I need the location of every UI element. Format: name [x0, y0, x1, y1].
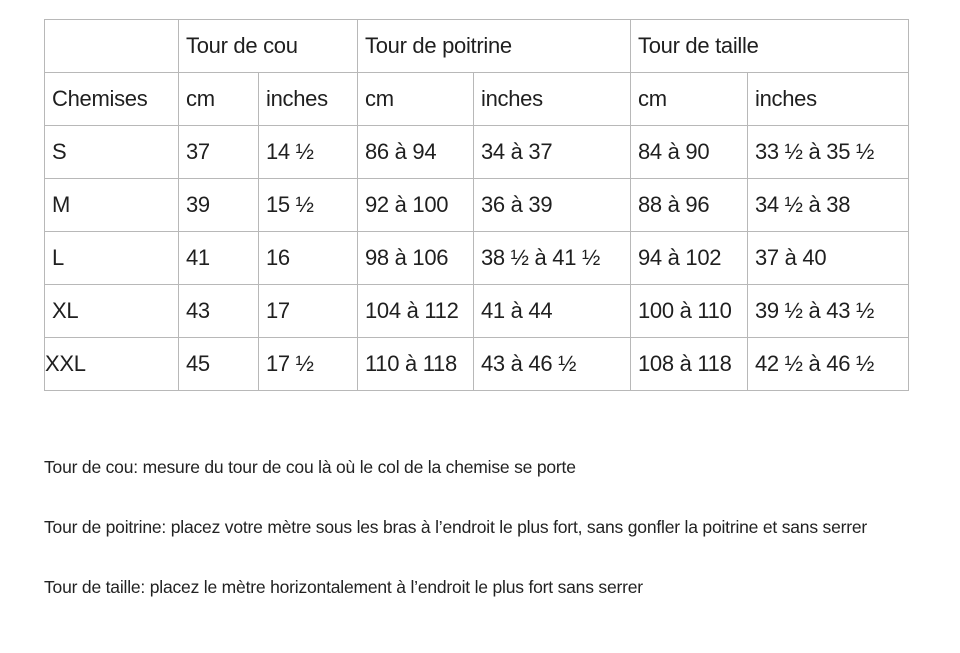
neck-cm-header: cm — [179, 73, 259, 126]
chest-cm-cell: 92 à 100 — [358, 179, 474, 232]
neck-measurement-note: Tour de cou: mesure du tour de cou là où le col de la chemise se porte — [44, 457, 576, 477]
size-label-cell: L — [45, 232, 179, 285]
measurement-notes — [44, 452, 924, 632]
waist-cm-cell: 84 à 90 — [631, 126, 748, 179]
size-label-cell: M — [45, 179, 179, 232]
chest-cm-header: cm — [358, 73, 474, 126]
neck-header: Tour de cou — [179, 20, 358, 73]
neck-cm-cell: 39 — [179, 179, 259, 232]
neck-inches-cell: 14 ½ — [259, 126, 358, 179]
chest-cm-cell: 98 à 106 — [358, 232, 474, 285]
chest-inches-cell: 41 à 44 — [474, 285, 631, 338]
waist-cm-cell: 94 à 102 — [631, 232, 748, 285]
table-row — [45, 126, 909, 179]
waist-inches-cell: 33 ½ à 35 ½ — [748, 126, 909, 179]
chest-cm-cell: 86 à 94 — [358, 126, 474, 179]
size-label-cell: S — [45, 126, 179, 179]
chest-inches-cell: 38 ½ à 41 ½ — [474, 232, 631, 285]
waist-header: Tour de taille — [631, 20, 909, 73]
neck-inches-cell: 17 — [259, 285, 358, 338]
neck-cm-cell: 43 — [179, 285, 259, 338]
waist-inches-cell: 37 à 40 — [748, 232, 909, 285]
waist-inches-cell: 42 ½ à 46 ½ — [748, 338, 909, 391]
waist-cm-header: cm — [631, 73, 748, 126]
chest-header: Tour de poitrine — [358, 20, 631, 73]
size-label-cell: XL — [45, 285, 179, 338]
table-unit-header-row — [45, 73, 909, 126]
empty-corner-cell — [45, 20, 179, 73]
table-row — [45, 179, 909, 232]
table-row — [45, 232, 909, 285]
chest-inches-cell: 43 à 46 ½ — [474, 338, 631, 391]
chest-inches-header: inches — [474, 73, 631, 126]
neck-inches-header: inches — [259, 73, 358, 126]
neck-inches-cell: 16 — [259, 232, 358, 285]
table-group-header-row — [45, 20, 909, 73]
size-chart-table — [44, 19, 909, 391]
table-row — [45, 285, 909, 338]
chest-cm-cell: 104 à 112 — [358, 285, 474, 338]
neck-cm-cell: 45 — [179, 338, 259, 391]
waist-cm-cell: 100 à 110 — [631, 285, 748, 338]
neck-cm-cell: 41 — [179, 232, 259, 285]
waist-inches-cell: 39 ½ à 43 ½ — [748, 285, 909, 338]
waist-measurement-note: Tour de taille: placez le mètre horizontalement à l’endroit le plus fort sans serrer — [44, 577, 643, 597]
chest-inches-cell: 36 à 39 — [474, 179, 631, 232]
waist-inches-cell: 34 ½ à 38 — [748, 179, 909, 232]
chest-cm-cell: 110 à 118 — [358, 338, 474, 391]
waist-cm-cell: 88 à 96 — [631, 179, 748, 232]
neck-inches-cell: 17 ½ — [259, 338, 358, 391]
neck-cm-cell: 37 — [179, 126, 259, 179]
chest-inches-cell: 34 à 37 — [474, 126, 631, 179]
waist-inches-header: inches — [748, 73, 909, 126]
chest-measurement-note: Tour de poitrine: placez votre mètre sous les bras à l’endroit le plus fort, sans gonfler la poitrine et sans serrer — [44, 517, 868, 537]
size-label-cell: XXL — [45, 338, 179, 391]
neck-inches-cell: 15 ½ — [259, 179, 358, 232]
shirts-header: Chemises — [45, 73, 179, 126]
waist-cm-cell: 108 à 118 — [631, 338, 748, 391]
table-row — [45, 338, 909, 391]
